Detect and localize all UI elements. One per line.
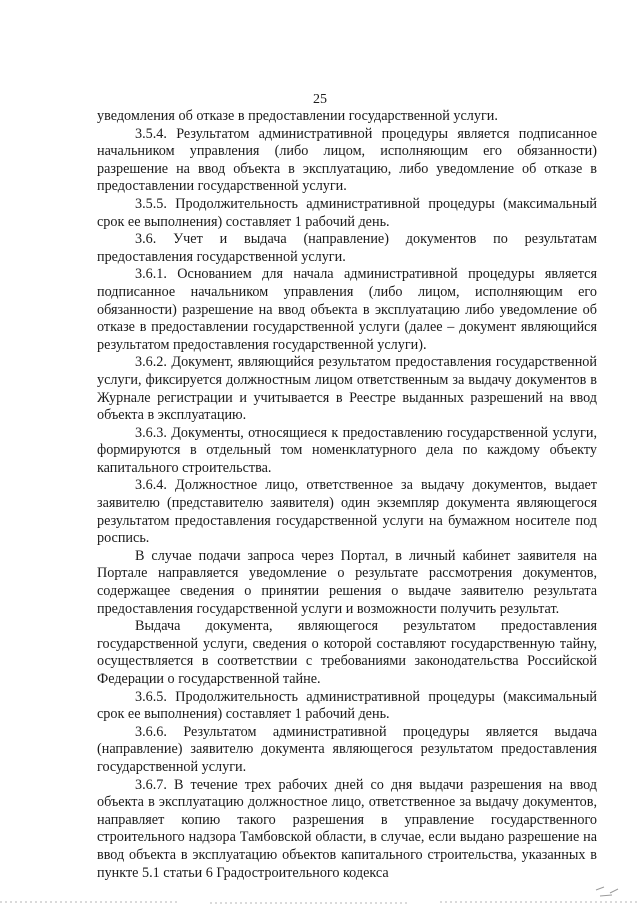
document-body: [97, 108, 597, 882]
paragraph: 3.6.3. Документы, относящиеся к предоставлению государственной услуги, формируются в отдельный том номенклатурного дела по каждому объекту капитального строительства.: [97, 424, 597, 476]
paragraph: 3.6.1. Основанием для начала административной процедуры является подписанное начальником управления (либо лицом, исполняющим его обязанности) разрешение на ввод объекта в эксплуатацию либо уведомление об отказе в предоставлении государственной услуги (далее – документ являющийся результатом предоставления государственной услуги).: [97, 266, 597, 353]
paragraph: 3.5.5. Продолжительность административной процедуры (максимальный срок ее выполнения) составляет 1 рабочий день.: [97, 195, 597, 230]
paragraph: Выдача документа, являющегося результатом предоставления государственной услуги, сведения о которой составляют государственную тайну, осуществляется в соответствии с требованиями законодательства Российской Федерации о государственной тайне.: [97, 618, 597, 687]
paragraph: 3.6. Учет и выдача (направление) документов по результатам предоставления государственной услуги.: [97, 231, 597, 265]
paragraph: 3.6.6. Результатом административной процедуры является выдача (направление) заявителю документа являющегося результатом предоставления государственной услуги.: [97, 723, 597, 775]
paragraph: 3.6.4. Должностное лицо, ответственное за выдачу документов, выдает заявителю (представителю заявителя) один экземпляр документа являющегося результатом предоставления государственной услуги на бумажном носителе под роспись.: [97, 477, 597, 547]
paragraph: 3.6.5. Продолжительность административной процедуры (максимальный срок ее выполнения) составляет 1 рабочий день.: [97, 688, 597, 723]
paragraph: В случае подачи запроса через Портал, в личный кабинет заявителя на Портале направляется уведомление о результате рассмотрения документов, содержащее сведения о принятии решения о выдаче заявителю результата предоставления государственной услуги и возможности получить результат.: [97, 547, 597, 617]
paragraph: 3.5.4. Результатом административной процедуры является подписанное начальником управления (либо лицом, исполняющим его обязанности) разрешение на ввод объекта в эксплуатацию, либо уведомление об отказе в предоставлении государственной услуги.: [97, 125, 597, 195]
paragraph: уведомления об отказе в предоставлении государственной услуги.: [97, 108, 498, 124]
paragraph: 3.6.2. Документ, являющийся результатом предоставления государственной услуги, фиксируется должностным лицом ответственным за выдачу документов в Журнале регистрации и учитывается в Реестре выданных разрешений на ввод объекта в эксплуатацию.: [97, 354, 597, 424]
paragraph: 3.6.7. В течение трех рабочих дней со дня выдачи разрешения на ввод объекта в эксплуатацию должностное лицо, ответственное за выдачу документов, направляет копию такого разрешения в управление государственного строительного надзора Тамбовской области, в случае, если выдано разрешение на ввод объекта в эксплуатацию объектов капитального строительства, указанных в пункте 5.1 статьи 6 Градостроительного кодекса: [97, 776, 597, 881]
scan-artifact-marks: [0, 886, 640, 905]
page-number: 25: [313, 92, 327, 107]
